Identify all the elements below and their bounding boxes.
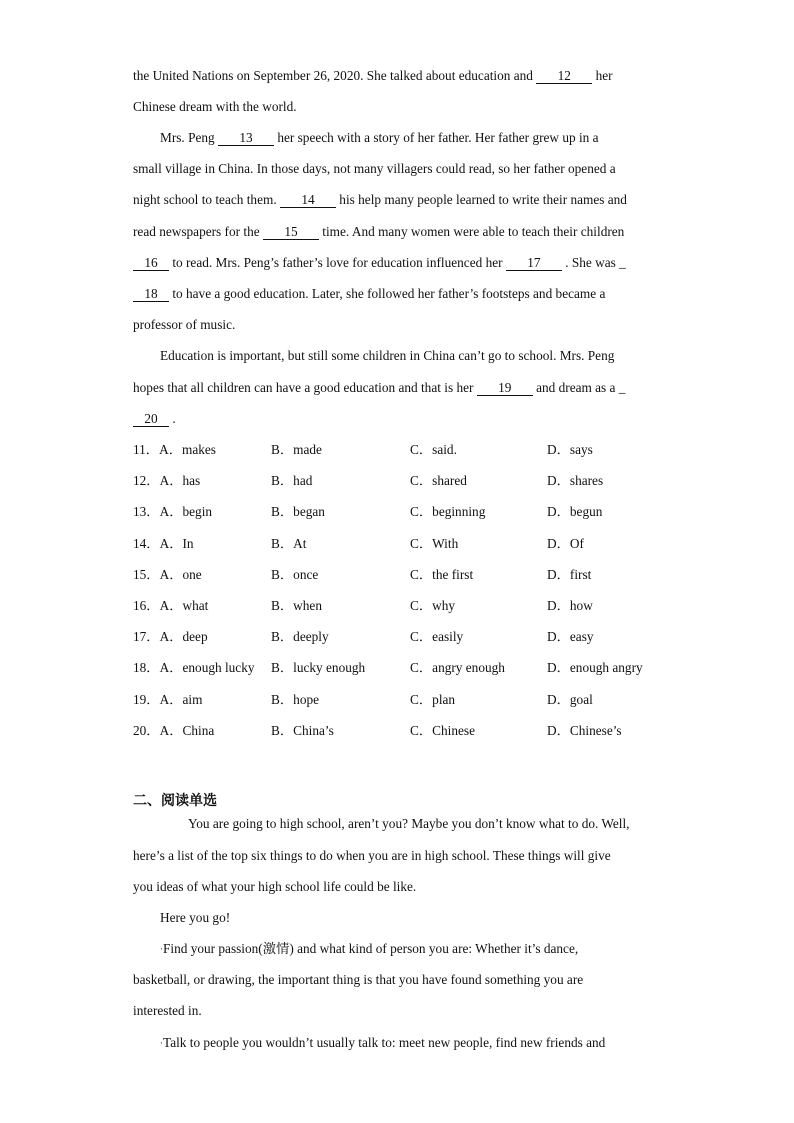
option-a: 14．A．In — [133, 536, 194, 551]
blank-14: 14 — [280, 192, 336, 208]
passage-line: interested in. — [133, 1003, 202, 1018]
option-b: B．when — [271, 598, 322, 613]
option-b: B．deeply — [271, 629, 329, 644]
blank-20: 20 — [133, 411, 169, 427]
option-d: D．begun — [547, 504, 603, 519]
passage-text: her speech with a story of her father. Her father grew up in a — [274, 130, 599, 145]
blank-13: 13 — [218, 130, 274, 146]
passage-line — [133, 67, 613, 85]
option-d: D．how — [547, 598, 593, 613]
option-c: C．easily — [410, 629, 464, 644]
option-b: B．China’s — [271, 723, 334, 738]
option-b: B．once — [271, 567, 319, 582]
blank-15: 15 — [263, 224, 319, 240]
passage-line — [160, 129, 599, 147]
passage-line: here’s a list of the top six things to do when you are in high school. These things will give — [133, 848, 611, 863]
option-a: 13．A．begin — [133, 504, 213, 519]
option-d: D．easy — [547, 629, 594, 644]
passage-line: professor of music. — [133, 317, 236, 332]
option-b: B．At — [271, 536, 307, 551]
option-d: D．Chinese’s — [547, 723, 622, 738]
passage-text: Mrs. Peng — [160, 130, 218, 145]
bullet-mark: · — [160, 944, 163, 954]
passage-text: and dream as a _ — [532, 380, 626, 395]
option-d: D．Of — [547, 536, 584, 551]
passage-text: to have a good education. Later, she followed her father’s footsteps and became a — [169, 286, 606, 301]
passage-text: his help many people learned to write their names and — [335, 192, 627, 207]
question-17-options — [133, 628, 693, 646]
passage-line: Education is important, but still some children in China can’t go to school. Mrs. Peng — [160, 348, 615, 363]
bullet-mark: · — [160, 1038, 163, 1048]
option-b: B．lucky enough — [271, 660, 366, 675]
option-b: B．had — [271, 473, 313, 488]
question-16-options — [133, 597, 693, 615]
passage-text: night school to teach them. — [133, 192, 280, 207]
passage-line: basketball, or drawing, the important thing is that you have found something you are — [133, 972, 584, 987]
option-c: C．the first — [410, 567, 474, 582]
question-12-options — [133, 472, 693, 490]
passage-line — [133, 285, 605, 303]
option-d: D．goal — [547, 692, 593, 707]
passage-line — [160, 1034, 605, 1052]
blank-19: 19 — [477, 380, 533, 396]
option-a: 18．A．enough lucky — [133, 660, 255, 675]
passage-text: . — [169, 411, 176, 426]
option-a: 20．A．China — [133, 723, 215, 738]
option-a: 12．A．has — [133, 473, 201, 488]
question-18-options — [133, 659, 693, 677]
question-14-options — [133, 535, 693, 553]
passage-text: hopes that all children can have a good education and that is her — [133, 380, 477, 395]
passage-line: Here you go! — [160, 910, 231, 925]
question-13-options — [133, 503, 693, 521]
option-c: C．said. — [410, 442, 457, 457]
passage-text: Find your passion(激情) and what kind of person you are: Whether it’s dance, — [163, 941, 579, 956]
passage-text: her — [592, 68, 613, 83]
question-19-options — [133, 691, 693, 709]
passage-line: You are going to high school, aren’t you? Maybe you don’t know what to do. Well, — [188, 816, 630, 831]
section-title: 二、阅读单选 — [133, 793, 217, 809]
option-c: C．Chinese — [410, 723, 476, 738]
passage-text: time. And many women were able to teach their children — [318, 224, 625, 239]
question-20-options — [133, 722, 693, 740]
blank-12: 12 — [536, 68, 592, 84]
passage-line — [133, 254, 626, 272]
option-a: 17．A．deep — [133, 629, 208, 644]
question-11-options — [133, 441, 693, 459]
passage-line — [133, 191, 627, 209]
passage-text: Talk to people you wouldn’t usually talk to: meet new people, find new friends and — [163, 1035, 606, 1050]
option-c: C．beginning — [410, 504, 486, 519]
option-b: B．made — [271, 442, 322, 457]
passage-line — [133, 379, 625, 397]
passage-text: read newspapers for the — [133, 224, 263, 239]
option-d: D．first — [547, 567, 592, 582]
option-a: 11．A．makes — [133, 442, 216, 457]
passage-line: you ideas of what your high school life could be like. — [133, 879, 417, 894]
option-a: 16．A．what — [133, 598, 209, 613]
passage-text: . She was _ — [561, 255, 626, 270]
passage-line — [133, 223, 624, 241]
passage-line: Chinese dream with the world. — [133, 99, 297, 114]
blank-17: 17 — [506, 255, 562, 271]
question-15-options — [133, 566, 693, 584]
passage-line — [133, 410, 176, 428]
passage-text: to read. Mrs. Peng’s father’s love for education influenced her — [169, 255, 506, 270]
option-d: D．says — [547, 442, 593, 457]
passage-line: small village in China. In those days, not many villagers could read, so her father opened a — [133, 161, 616, 176]
option-d: D．shares — [547, 473, 604, 488]
option-c: C．why — [410, 598, 456, 613]
option-c: C．angry enough — [410, 660, 505, 675]
option-d: D．enough angry — [547, 660, 643, 675]
blank-16: 16 — [133, 255, 169, 271]
option-b: B．hope — [271, 692, 320, 707]
option-a: 15．A．one — [133, 567, 202, 582]
passage-line — [160, 940, 578, 958]
passage-text: the United Nations on September 26, 2020. She talked about education and — [133, 68, 537, 83]
blank-18: 18 — [133, 286, 169, 302]
option-a: 19．A．aim — [133, 692, 203, 707]
option-c: C．shared — [410, 473, 467, 488]
option-c: C．With — [410, 536, 459, 551]
option-c: C．plan — [410, 692, 456, 707]
option-b: B．began — [271, 504, 325, 519]
